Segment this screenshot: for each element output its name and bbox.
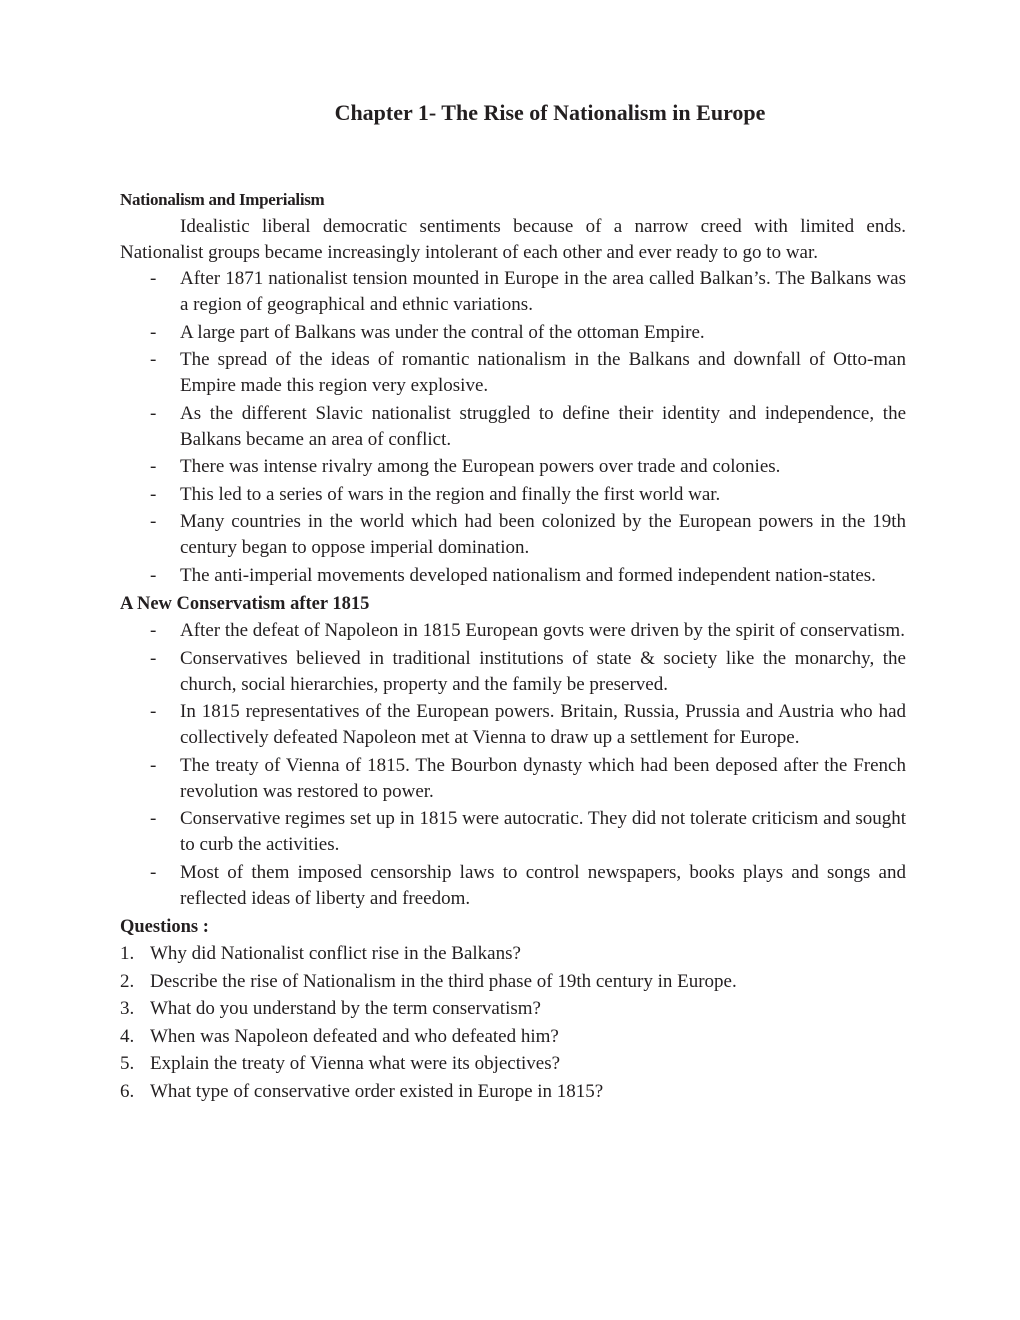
bullet-marker: - xyxy=(150,701,157,722)
list-item xyxy=(120,320,906,346)
intro-paragraph: Idealistic liberal democratic sentiments because of a narrow creed with limited ends. Nationalist groups became increasingly intolerant of each other and ever ready to go to war. xyxy=(120,216,906,263)
bullet-marker: - xyxy=(150,349,157,370)
questions-heading: Questions : xyxy=(120,917,209,937)
list-item-text: As the different Slavic nationalist struggled to define their identity and independence, the Balkans became an area of conflict. xyxy=(180,402,906,450)
bullet-marker: - xyxy=(150,808,157,829)
list-item-text: This led to a series of wars in the region and finally the first world war. xyxy=(180,483,721,505)
list-item-text: Conservatives believed in traditional institutions of state & society like the monarchy, the church, social hierarchies, property and the family be preserved. xyxy=(180,647,906,695)
bullet-marker: - xyxy=(150,268,157,289)
list-item xyxy=(120,401,906,453)
list-item-text: After the defeat of Napoleon in 1815 European govts were driven by the spirit of conservatism. xyxy=(180,620,905,641)
question-text: Describe the rise of Nationalism in the third phase of 19th century in Europe. xyxy=(150,970,737,992)
document-body xyxy=(120,186,906,1106)
bullet-marker: - xyxy=(150,483,157,505)
bullet-marker: - xyxy=(150,861,157,883)
question-number: 2. xyxy=(120,970,135,992)
question-item xyxy=(120,1051,906,1077)
list-item xyxy=(120,806,906,858)
bullet-marker: - xyxy=(150,620,157,641)
list-item-text: Most of them imposed censorship laws to control newspapers, books plays and songs and reflected ideas of liberty and freedom. xyxy=(180,861,906,909)
list-item-text: There was intense rivalry among the European powers over trade and colonies. xyxy=(180,456,781,477)
bullet-marker: - xyxy=(150,511,157,532)
bullet-marker: - xyxy=(150,402,157,424)
list-item xyxy=(120,509,906,561)
question-item xyxy=(120,941,906,967)
question-text: When was Napoleon defeated and who defeated him? xyxy=(150,1025,559,1047)
bullet-marker: - xyxy=(150,564,157,586)
bullet-list-nationalism xyxy=(120,266,906,589)
question-text: Explain the treaty of Vienna what were its objectives? xyxy=(150,1053,561,1074)
list-item-text: Many countries in the world which had been colonized by the European powers in the 19th century began to oppose imperial domination. xyxy=(180,511,906,558)
question-item xyxy=(120,1024,906,1050)
list-item xyxy=(120,454,906,480)
question-item xyxy=(120,969,906,995)
list-item xyxy=(120,753,906,805)
question-item xyxy=(120,996,906,1022)
bullet-marker: - xyxy=(150,754,157,776)
list-item-text: After 1871 nationalist tension mounted in Europe in the area called Balkan’s. The Balkans was a region of geographical and ethnic variations. xyxy=(180,268,906,315)
list-item-text: In 1815 representatives of the European powers. Britain, Russia, Prussia and Austria who had collectively defeated Napoleon met at Vienna to draw up a settlement for Europe. xyxy=(180,701,906,748)
question-number: 6. xyxy=(120,1080,135,1102)
list-item xyxy=(120,347,906,399)
question-item xyxy=(120,1079,906,1105)
question-number: 4. xyxy=(120,1025,135,1047)
page-title: Chapter 1- The Rise of Nationalism in Europe xyxy=(334,100,766,125)
list-item xyxy=(120,618,906,644)
question-number: 5. xyxy=(120,1053,135,1074)
list-item-text: The spread of the ideas of romantic nationalism in the Balkans and downfall of Otto-man Empire made this region very explosive. xyxy=(180,349,906,396)
list-item xyxy=(120,482,906,508)
bullet-marker: - xyxy=(150,647,157,669)
section-heading-conservatism: A New Conservatism after 1815 xyxy=(120,594,370,614)
list-item-text: The treaty of Vienna of 1815. The Bourbon dynasty which had been deposed after the French revolution was restored to power. xyxy=(180,754,906,802)
bullet-marker: - xyxy=(150,321,157,343)
list-item xyxy=(120,699,906,751)
list-item xyxy=(120,563,906,589)
question-number: 1. xyxy=(120,943,135,964)
bullet-marker: - xyxy=(150,456,157,477)
question-text: Why did Nationalist conflict rise in the Balkans? xyxy=(150,943,521,964)
list-item xyxy=(120,860,906,912)
questions-list xyxy=(120,941,906,1105)
list-item-text: Conservative regimes set up in 1815 were autocratic. They did not tolerate criticism and sought to curb the activities. xyxy=(180,808,906,855)
section-heading-nationalism-imperialism: Nationalism and Imperialism xyxy=(120,190,325,209)
bullet-list-conservatism xyxy=(120,618,906,912)
list-item xyxy=(120,646,906,698)
question-text: What type of conservative order existed in Europe in 1815? xyxy=(150,1080,604,1102)
question-text: What do you understand by the term conservatism? xyxy=(150,998,541,1019)
list-item-text: The anti-imperial movements developed nationalism and formed independent nation-states. xyxy=(180,564,876,586)
list-item xyxy=(120,266,906,318)
question-number: 3. xyxy=(120,998,135,1019)
list-item-text: A large part of Balkans was under the contral of the ottoman Empire. xyxy=(180,321,705,343)
